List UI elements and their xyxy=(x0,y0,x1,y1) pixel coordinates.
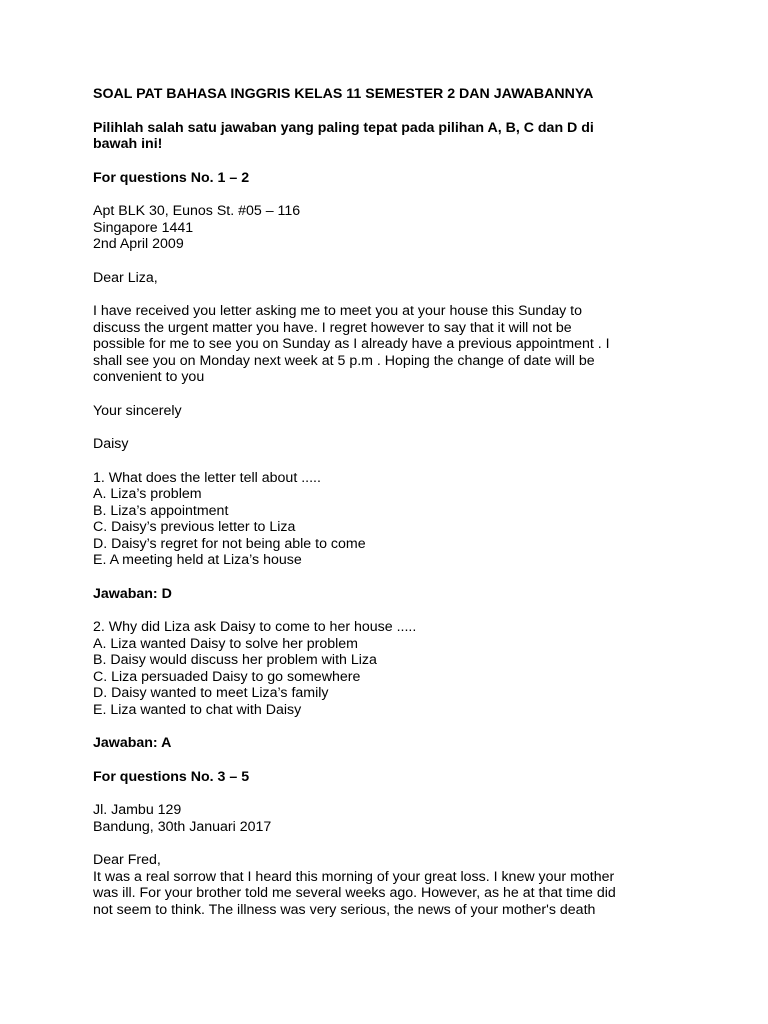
section1-heading: For questions No. 1 – 2 xyxy=(93,169,250,186)
question-1: 1. What does the letter tell about ..... xyxy=(93,469,321,486)
question-1-option-e: E. A meeting held at Liza’s house xyxy=(93,552,302,568)
instruction-line-1: Pilihlah salah satu jawaban yang paling tepat pada pilihan A, B, C dan D di xyxy=(93,119,594,136)
question-1-option-c: C. Daisy’s previous letter to Liza xyxy=(93,519,296,535)
letter2-address-line: Jl. Jambu 129 xyxy=(93,802,182,818)
letter2-date: Bandung, 30th Januari 2017 xyxy=(93,818,272,835)
document-title: SOAL PAT BAHASA INGGRIS KELAS 11 SEMESTER 2 DAN JAWABANNYA xyxy=(93,86,594,102)
question-2-answer: Jawaban: A xyxy=(93,735,172,751)
question-2: 2. Why did Liza ask Daisy to come to her house ..... xyxy=(93,619,417,635)
letter1-signature: Daisy xyxy=(93,436,129,452)
letter1-address-line: Singapore 1441 xyxy=(93,219,194,236)
question-2-option-d: D. Daisy wanted to meet Liza’s family xyxy=(93,685,329,701)
question-1-option-a: A. Liza’s problem xyxy=(93,486,202,502)
document-content xyxy=(93,86,673,918)
letter2-body-line: It was a real sorrow that I heard this morning of your great loss. I knew your mother xyxy=(93,868,615,885)
question-1-option-d: D. Daisy’s regret for not being able to come xyxy=(93,535,366,552)
letter1-closing: Your sincerely xyxy=(93,402,182,419)
letter2-body-line: was ill. For your brother told me several weeks ago. However, as he at that time did xyxy=(93,885,616,901)
question-2-option-a: A. Liza wanted Daisy to solve her problem xyxy=(93,635,358,652)
question-1-answer: Jawaban: D xyxy=(93,585,172,602)
letter1-body-line: convenient to you xyxy=(93,369,205,385)
question-2-option-e: E. Liza wanted to chat with Daisy xyxy=(93,701,302,718)
letter1-body-line: I have received you letter asking me to meet you at your house this Sunday to xyxy=(93,303,582,319)
letter1-greeting: Dear Liza, xyxy=(93,269,158,286)
letter1-date: 2nd April 2009 xyxy=(93,236,184,252)
instruction-line-2: bawah ini! xyxy=(93,136,163,152)
letter1-body-line: shall see you on Monday next week at 5 p.m . Hoping the change of date will be xyxy=(93,352,595,369)
letter1-body-line: possible for me to see you on Sunday as I already have a previous appointment . I xyxy=(93,336,610,352)
question-2-option-c: C. Liza persuaded Daisy to go somewhere xyxy=(93,668,361,685)
letter1-address-line: Apt BLK 30, Eunos St. #05 – 116 xyxy=(93,203,301,219)
question-2-option-b: B. Daisy would discuss her problem with Liza xyxy=(93,652,377,668)
letter2-greeting: Dear Fred, xyxy=(93,852,161,868)
letter1-body-line: discuss the urgent matter you have. I regret however to say that it will not be xyxy=(93,319,572,336)
question-1-option-b: B. Liza’s appointment xyxy=(93,502,229,519)
letter2-body-line: not seem to think. The illness was very serious, the news of your mother's death xyxy=(93,901,596,918)
section2-heading: For questions No. 3 – 5 xyxy=(93,768,250,785)
